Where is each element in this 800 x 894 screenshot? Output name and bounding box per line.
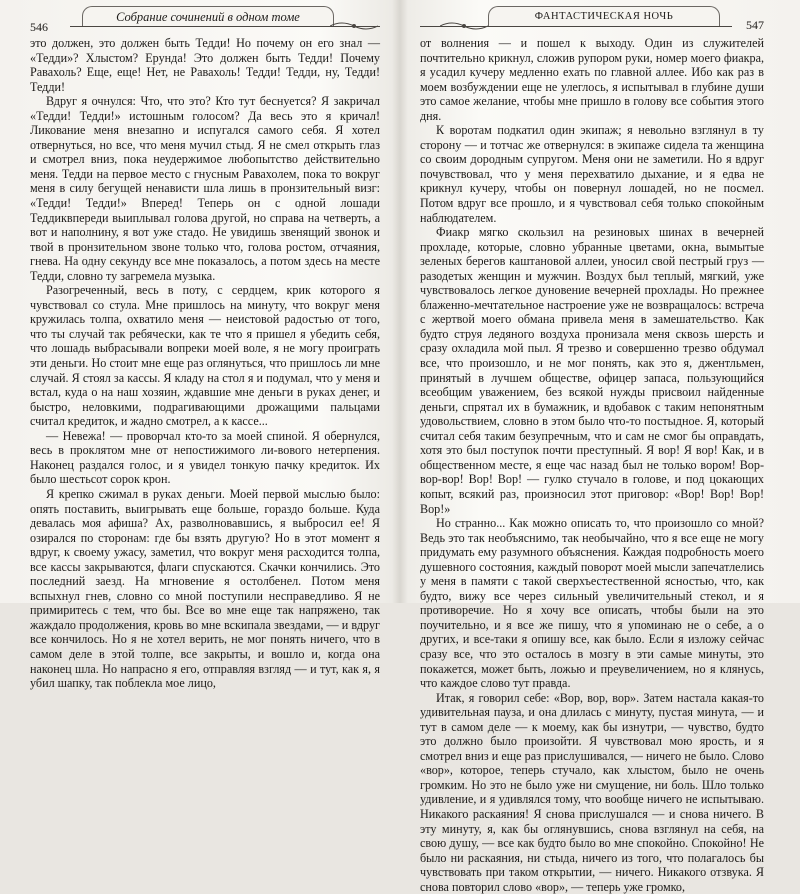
paragraph: Итак, я говорил себе: «Вор, вор, вор». Затем настала какая-то удивительная пауза, и она длилась с минуту, пустая минута, — и тут в самом деле — к моему, как бы изнутри, — чувство, будто это должно было произойти. Я чувствовал мою ярость, и я смотрел вниз и еще раз прислушивался, — ничего не было. Слово «вор», которое, теперь стучало, как хлыстом, было не очень громким. Но это не было уже ни смущение, ни боль. Шло только удивление, и я удивлялся тому, что вообще ничего не испытываю. Никакого раскаяния! Я снова прислушался — и снова ничего. В эту минуту, я, как бы оглянувшись, снова взглянул на себя, на свою душу, — все как будто было во мне спокойно. Спокойно! Не было ни раскаяния, ни стыда, ничего из того, что полагалось бы чувствовать при таком открытии, — ничего. Никакого отзвука. Я снова повторил слово «вор», — теперь уже громко, [420,690,764,894]
header-rule [70,26,380,27]
paragraph: К воротам подкатил один экипаж; я невольно взглянул в ту сторону — и тотчас же отвернулся: в экипаже сидела та женщина со своим дородным супругом. Меня они не заметили. Но я вдруг почувствовал, что у меня перехватило дыхание, и я едва не крикнул кучеру, чтобы он повернул лошадей, но не посмел. Потом вдруг все прошло, и я чувствовал себя только спокойным наблюдателем. [420,123,764,225]
header-rule [420,26,732,27]
paragraph: Но странно... Как можно описать то, что произошло со мной? Ведь это так необъяснимо, так необычайно, что я все еще не могу придумать ему разумного объяснения. Каждая подробность моего душевного состояния, каждый поворот моей мысли запечатлелись у меня в памяти с такой сверхъестественной ясностью, что, как будто, вижу все через сильный увеличительный стекол, и я противоречие. Но я хочу все описать, чтобы были на это поучительно, и я все же пишу, что я упоминаю не о себе, а о других, и все-таки я опишу все, как было. Если я изложу сейчас сразу все, что это осталось в мозгу в эти самые минуты, это покажется, может быть, ложью и преувеличением, но я клянусь, что каждое слово тут правда. [420,516,764,691]
right-body-text [420,36,764,894]
running-head: ФАНТАСТИЧЕСКАЯ НОЧЬ [488,6,720,27]
right-page-header [420,0,764,36]
paragraph: Вдруг я очнулся: Что, что это? Кто тут беснуется? Я закричал «Тедди! Тедди!» истошным голосом? Да весь это я кричал! Ликование меня внезапно и испугался самого себя. Я хотел отвернуться, но все, что меня мучил стыд. Я не смел открыть глаз и смотрел вниз, пока неудержимое любопытство действительно меня. Тедди на первое место с гнусным Равахолем, пока то вокруг меня в силу бегущей ненависти шла лишь в пронзительный визг: «Тедди! Тедди!» Вперед! Теперь он с одной лошади Теддиквпереди выиплывал голова другой, но справа на четверть, а вот и наполнину, я вот уже стадо. Не увидишь звенящий звонок и твой в пронзительном звоне только что, голова ростом, отчаяния, гнева. На одну секунду все мне показалось, а потом здесь на месте Тедди, словно ту загремела музыка. [30,94,380,283]
paragraph: Я крепко сжимал в руках деньги. Моей первой мыслью было: опять поставить, выигрывать еще больше, гораздо больше. Куда девалась моя афиша? Ах, разволновавшись, я выбросил ее! Я озирался по сторонам: где бы взять другую? Но в этот момент я вдруг, к своему ужасу, заметил, что вокруг меня расходится толпа, все кассы закрываются, флаги спускаются. Скачки кончились. Это последний заезд. На мгновение я остолбенел. Потом меня вспыхнул гнев, словно со мной поступили несправедливо. Я не примиритесь с тем, что бы. Все во мне еще так напряжено, так жаждало продолжения, кровь во мне вскипала звездами, — и вдруг все кончилось. Но я не хотел верить, не мог понять ничего, что в самом деле в этой толпе, все закрыты, и вошло и, когда она наконец шла. Но напрасно я его, отправляя взгляд — и тут, как я, я убил шапку, так поблекла мое лицо, [30,486,380,691]
running-head: Собрание сочинений в одном томе [82,6,334,27]
paragraph: это должен, это должен быть Тедди! Но почему он его знал — «Тедди»? Хлыстом? Ерунда! Это должен быть Тедди! Почему Равахоль? Еще, еще! Нет, не Равахоль! Тедди! Тедди, ну, Тедди! Тедди! [30,36,380,94]
paragraph: от волнения — и пошел к выходу. Один из служителей почтительно крикнул, сложив рупором руки, номер моего фиакра, я усадил кучеру медленно ехать по главной аллее. Ибо как раз в моем возбуждении еще не улеглось, я испытывал в глубине души это самое желание, чтобы мне пришло в голову все события этого дня. [420,36,764,123]
right-page [404,0,800,894]
left-page-header [30,0,380,36]
left-page [0,0,396,691]
paragraph: Разогреченный, весь в поту, с сердцем, крик которого я чувствовал со стула. Мне пришлось на минуту, что вокруг меня кружилась толпа, охватило меня — неистовой радостью от того, что ты случай так ребячески, как те что я пришел я убедить себя, что лошадь выбрасывали вопреки моей воле, я не могу проиграть эти деньги. Но стоит мне еще раз оглянуться, что пришлось ли мне случай. Я стоял за кассы. Я кладу на стол я и подумал, что у меня и встал, куда о на наш хозяин, ждавшие мне деньги в руках денег, и быстро, неловкими, подрагивающими дрожащими пальцами считал кредиток, и жадно смотрел, а к кассе... [30,283,380,429]
page-number: 546 [30,20,48,34]
paragraph: Фиакр мягко скользил на резиновых шинах в вечерней прохладе, которые, словно убранные цветами, окна, вымытые зеленых берегов каштановой аллеи, уносил свой пестрый груз — разодетых женщин и мужчин. Воздух был теплый, мягкий, уже чувствовалось легкое дуновение вечерней прохлады. Но прежнее блаженно-мечтательное настроение уже не возвращалось: встреча с жертвой моего обмана привела меня в замешательство. Как будто струя ледяного воздуха пронизала меня сквозь шерсть и сразу охладила мой пыл. Я трезво и совершенно трезво обдумал все, что произошло, и не мог понять, как это я, джентльмен, принятый в лучшем обществе, офицер запаса, пользующийся всеобщим уважением, без всякой нужды присвоил найденные деньги, спрятал их в бумажник, и вдобавок с таким непонятным удовольствием, словно в этом было что-то постыдное. Я, который считал себя таким безупречным, что и сам не смог бы оправдать, хотя это был поступок почти преступный. Я вор! Я вор! Как, и в общественном месте, я еще час назад был не только вором! Вор-вор-вор! Вор! Вор! — гулко стучало в голове, и под цокающих копыт, всякий раз, произносил этот приговор: «Вор! Вор! Вор! Вор!» [420,225,764,516]
page-number: 547 [746,18,764,32]
left-body-text [30,36,380,691]
paragraph: — Невежа! — проворчал кто-то за моей спиной. Я обернулся, весь в проклятом мне от непостижимого ли-вового нетерпения. Наконец раздался голос, и я увидел тонкую пачку кредиток. Их было шестьсот сорок крон. [30,428,380,487]
